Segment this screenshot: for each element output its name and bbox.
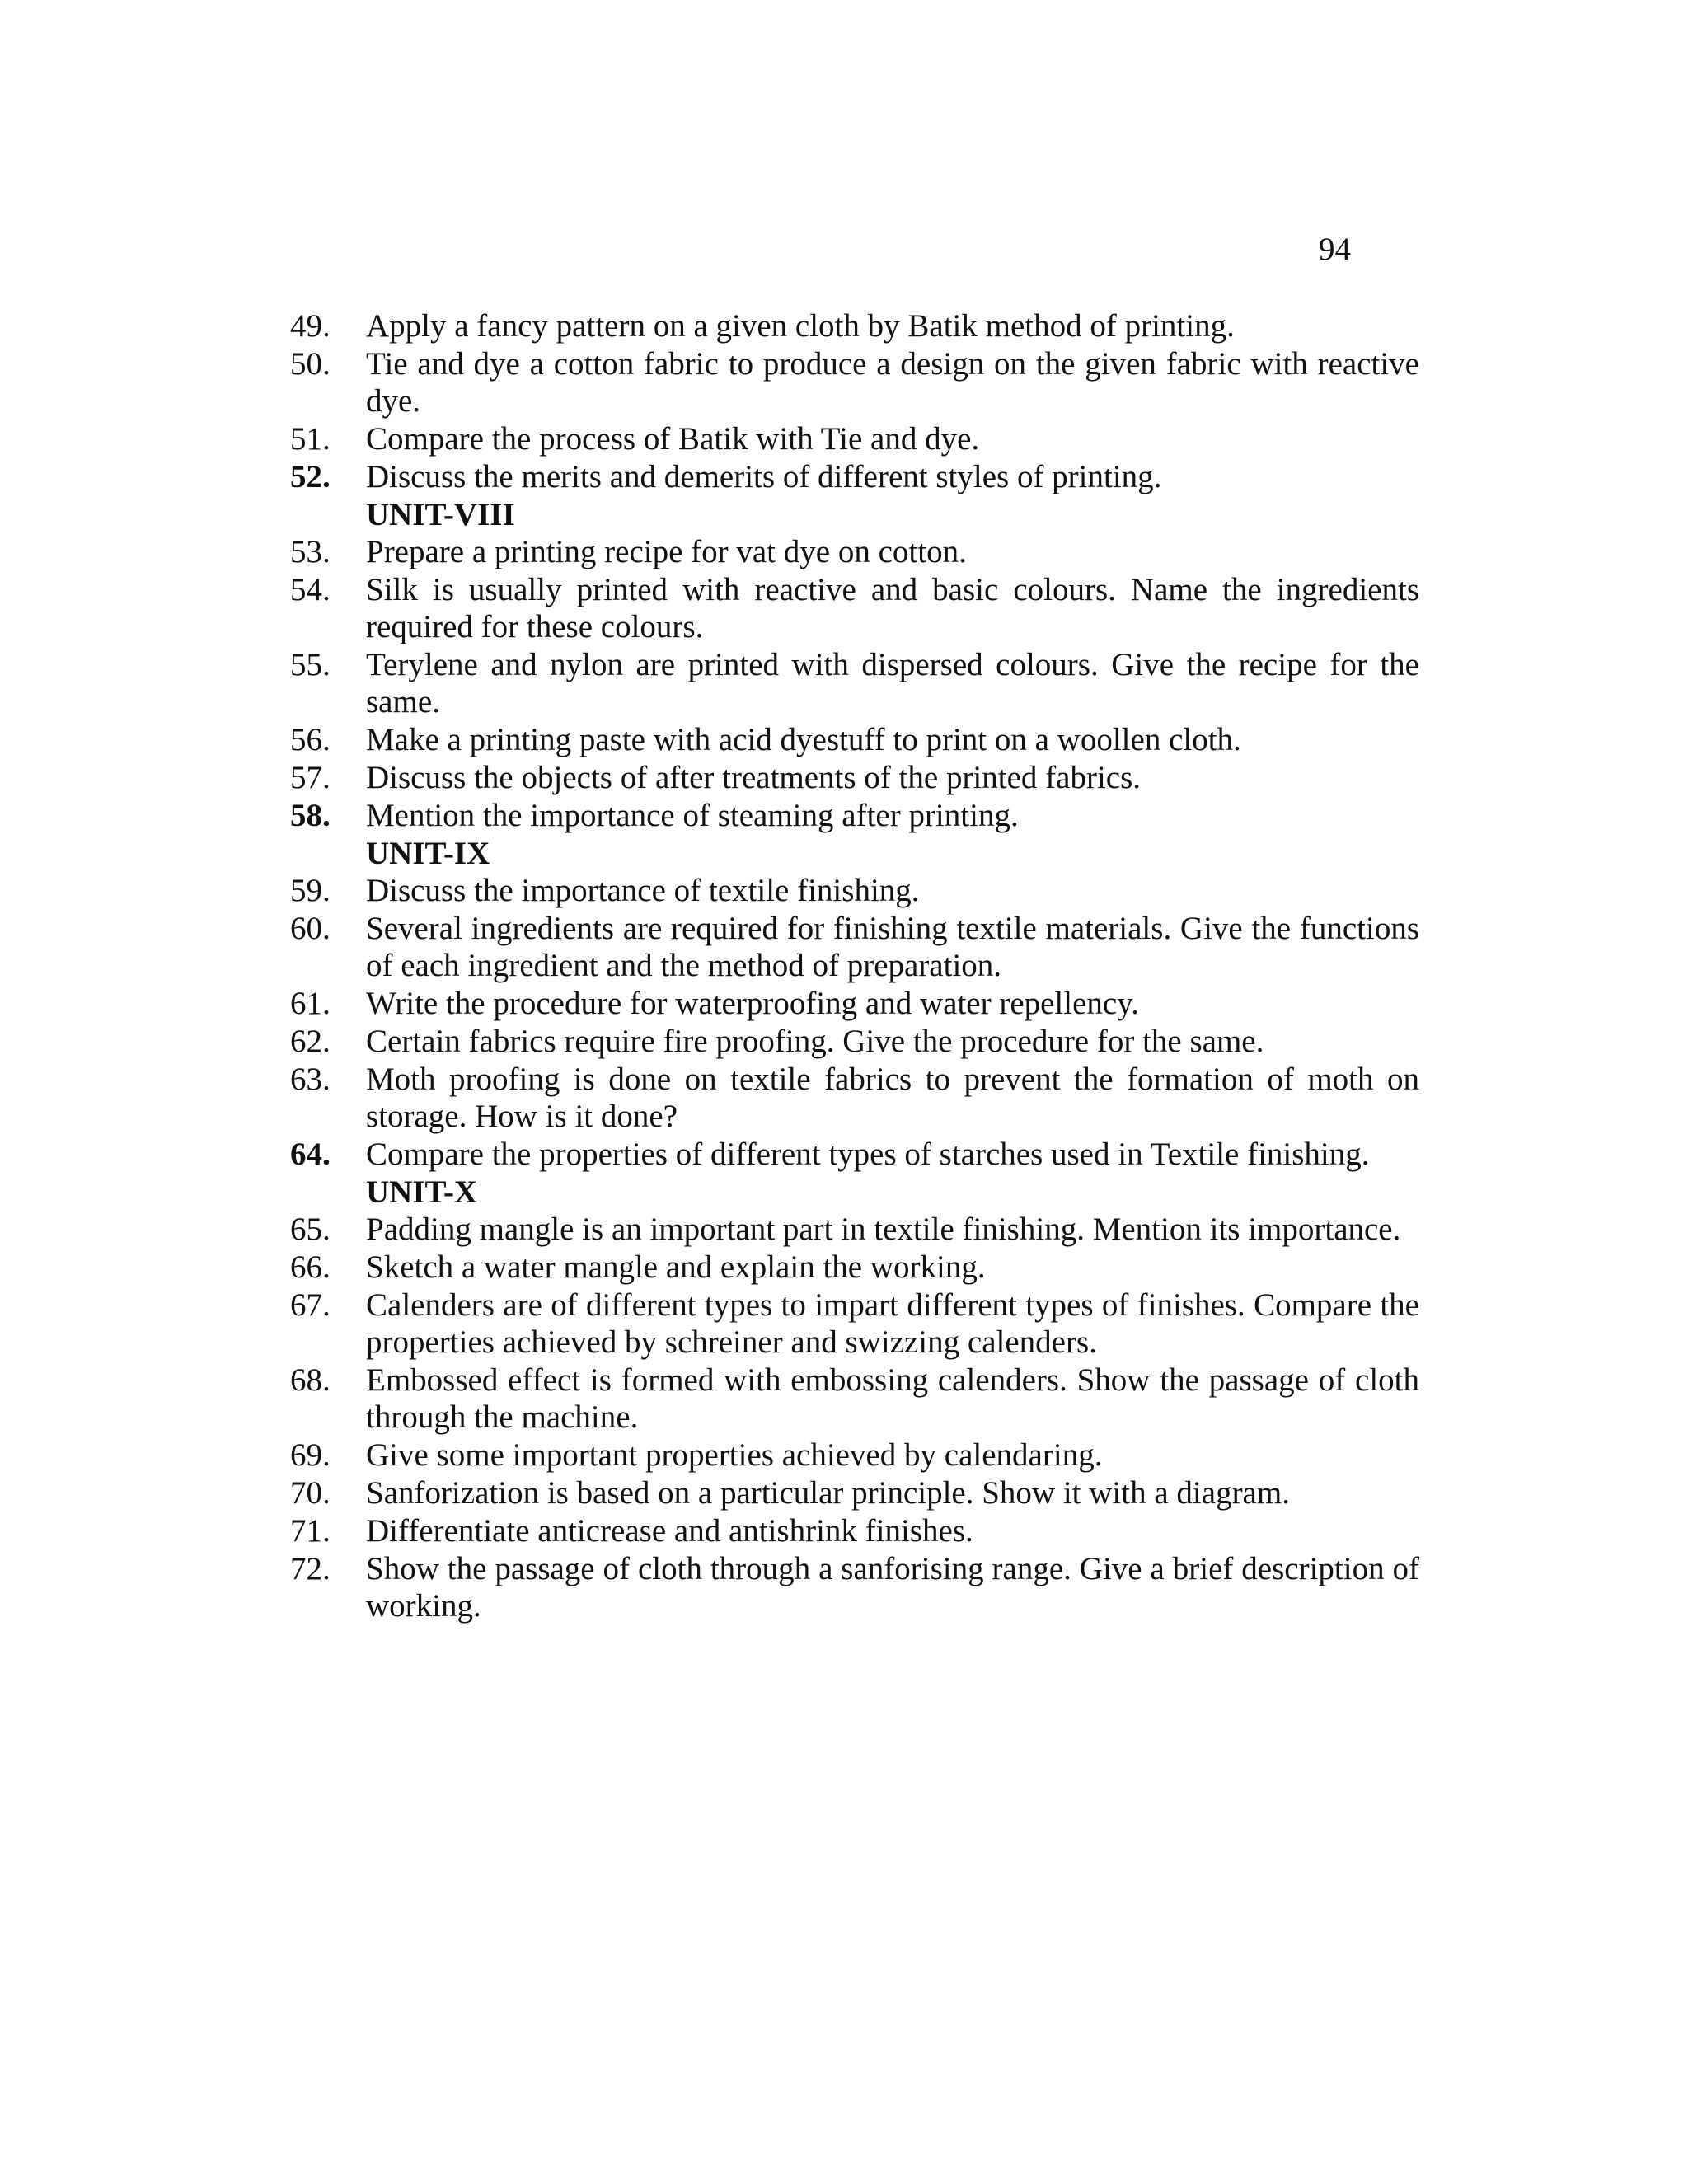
question-item bbox=[290, 307, 1419, 345]
question-number: 60. bbox=[290, 911, 331, 946]
question-item bbox=[290, 721, 1419, 759]
question-item bbox=[290, 1136, 1419, 1174]
question-item bbox=[290, 1211, 1419, 1249]
question-number: 50. bbox=[290, 346, 331, 382]
question-text: Discuss the importance of textile finishing. bbox=[366, 873, 920, 908]
question-number: 54. bbox=[290, 572, 331, 607]
question-number: 61. bbox=[290, 986, 331, 1021]
question-text: Write the procedure for waterproofing and water repellency. bbox=[366, 986, 1139, 1021]
question-text: Mention the importance of steaming after printing. bbox=[366, 798, 1019, 833]
question-item bbox=[290, 1550, 1419, 1625]
question-item bbox=[290, 1436, 1419, 1474]
page-number: 94 bbox=[1319, 232, 1351, 267]
question-number: 55. bbox=[290, 647, 331, 682]
question-text: Discuss the merits and demerits of different styles of printing. bbox=[366, 459, 1162, 494]
question-number: 58. bbox=[290, 798, 331, 833]
unit-heading: UNIT-IX bbox=[366, 836, 490, 871]
question-item bbox=[290, 1061, 1419, 1136]
question-item bbox=[290, 1361, 1419, 1436]
question-item bbox=[290, 1512, 1419, 1550]
question-number: 52. bbox=[290, 459, 331, 494]
question-item bbox=[290, 345, 1419, 420]
question-number: 71. bbox=[290, 1513, 331, 1549]
question-text: Differentiate anticrease and antishrink finishes. bbox=[366, 1513, 973, 1549]
question-number: 53. bbox=[290, 534, 331, 569]
question-item bbox=[290, 1249, 1419, 1286]
question-item bbox=[290, 759, 1419, 797]
question-item bbox=[290, 571, 1419, 646]
question-text: Tie and dye a cotton fabric to produce a design on the given fabric with reactive dye. bbox=[366, 346, 1419, 419]
unit-heading: UNIT-X bbox=[366, 1174, 478, 1210]
question-text: Padding mangle is an important part in textile finishing. Mention its importance. bbox=[366, 1212, 1401, 1247]
question-text: Terylene and nylon are printed with dispersed colours. Give the recipe for the same. bbox=[366, 647, 1419, 719]
question-number: 69. bbox=[290, 1437, 331, 1473]
question-text: Sketch a water mangle and explain the working. bbox=[366, 1249, 986, 1285]
question-item bbox=[290, 1023, 1419, 1061]
question-item bbox=[290, 646, 1419, 721]
question-text: Silk is usually printed with reactive and basic colours. Name the ingredients required for these colours. bbox=[366, 572, 1419, 644]
question-number: 70. bbox=[290, 1475, 331, 1511]
question-number: 64. bbox=[290, 1137, 331, 1172]
question-item bbox=[290, 872, 1419, 910]
question-text: Moth proofing is done on textile fabrics to prevent the formation of moth on storage. How is it done? bbox=[366, 1062, 1419, 1134]
question-item bbox=[290, 1286, 1419, 1361]
question-text: Make a printing paste with acid dyestuff to print on a woollen cloth. bbox=[366, 722, 1241, 757]
question-number: 72. bbox=[290, 1551, 331, 1586]
question-text: Compare the process of Batik with Tie and dye. bbox=[366, 421, 980, 457]
question-list bbox=[290, 307, 1419, 1625]
question-number: 68. bbox=[290, 1362, 331, 1398]
question-text: Give some important properties achieved by calendaring. bbox=[366, 1437, 1103, 1473]
question-item bbox=[290, 1474, 1419, 1512]
question-item bbox=[290, 420, 1419, 458]
question-item bbox=[290, 985, 1419, 1023]
question-item bbox=[290, 797, 1419, 835]
question-number: 57. bbox=[290, 760, 331, 795]
question-text: Embossed effect is formed with embossing calenders. Show the passage of cloth through the machine. bbox=[366, 1362, 1419, 1435]
question-number: 62. bbox=[290, 1024, 331, 1059]
question-item bbox=[290, 533, 1419, 571]
unit-heading: UNIT-VIII bbox=[366, 497, 515, 532]
question-text: Calenders are of different types to impart different types of finishes. Compare the properties achieved by schreiner and swizzing calenders. bbox=[366, 1287, 1419, 1360]
question-number: 59. bbox=[290, 873, 331, 908]
question-text: Apply a fancy pattern on a given cloth by Batik method of printing. bbox=[366, 308, 1235, 344]
question-number: 65. bbox=[290, 1212, 331, 1247]
question-text: Show the passage of cloth through a sanforising range. Give a brief description of working. bbox=[366, 1551, 1419, 1624]
question-text: Prepare a printing recipe for vat dye on cotton. bbox=[366, 534, 967, 569]
question-text: Discuss the objects of after treatments of the printed fabrics. bbox=[366, 760, 1142, 795]
question-text: Sanforization is based on a particular principle. Show it with a diagram. bbox=[366, 1475, 1290, 1511]
question-text: Certain fabrics require fire proofing. Give the procedure for the same. bbox=[366, 1024, 1264, 1059]
question-number: 66. bbox=[290, 1249, 331, 1285]
question-text: Several ingredients are required for finishing textile materials. Give the functions of each ingredient and the method of preparation. bbox=[366, 911, 1419, 983]
question-item bbox=[290, 910, 1419, 985]
question-number: 56. bbox=[290, 722, 331, 757]
question-item bbox=[290, 458, 1419, 496]
question-number: 67. bbox=[290, 1287, 331, 1323]
question-text: Compare the properties of different types of starches used in Textile finishing. bbox=[366, 1137, 1370, 1172]
question-number: 63. bbox=[290, 1062, 331, 1097]
question-number: 51. bbox=[290, 421, 331, 457]
question-number: 49. bbox=[290, 308, 331, 344]
